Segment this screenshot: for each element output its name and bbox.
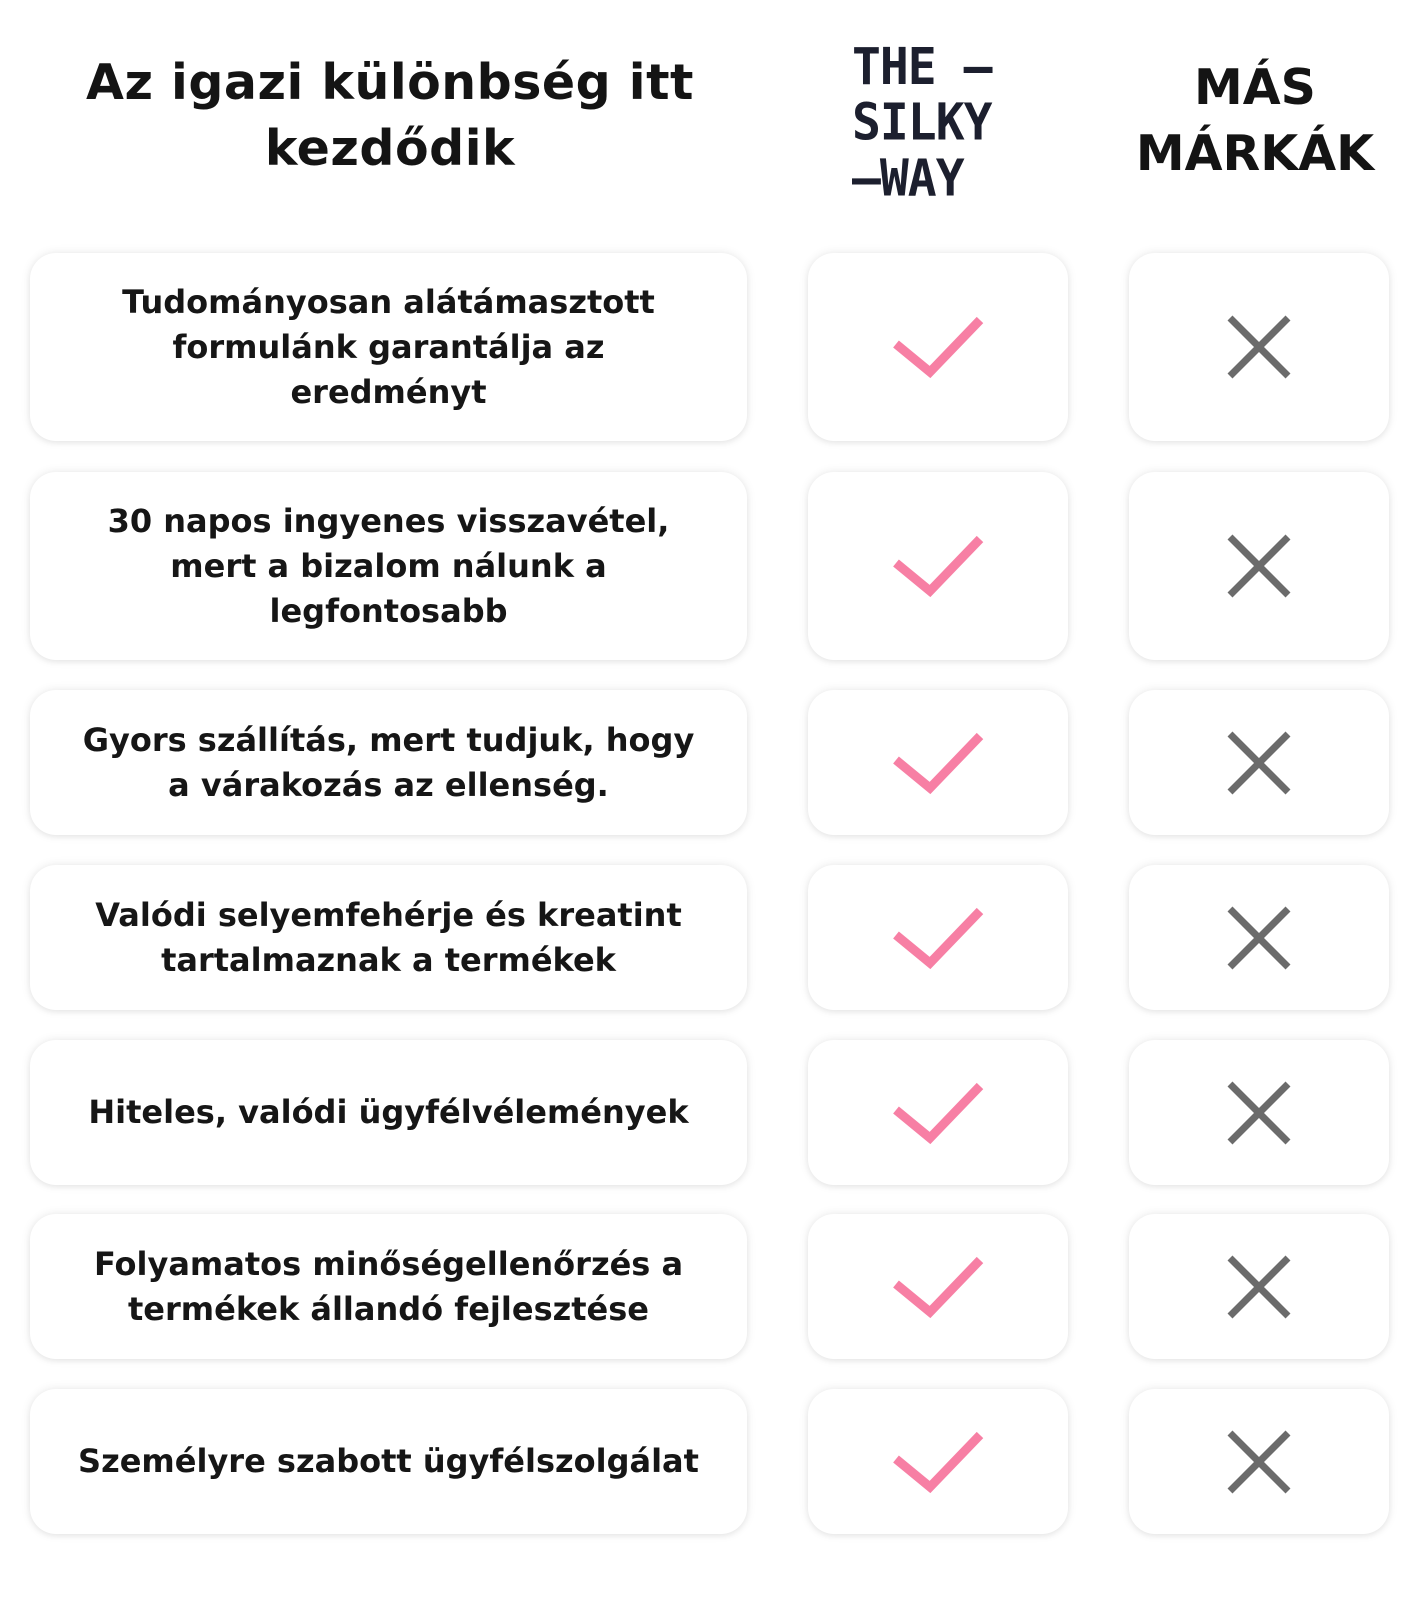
the-silky-way-cell	[808, 472, 1068, 660]
the-silky-way-logo	[852, 37, 1020, 208]
feature-text	[59, 718, 719, 808]
feature-card	[30, 472, 747, 660]
feature-text-line: 30 napos ingyenes visszavétel,	[107, 501, 670, 540]
checkmark-icon	[892, 1080, 984, 1146]
feature-text-line: Folyamatos minőségellenőrzés a	[93, 1244, 684, 1283]
the-silky-way-cell	[808, 690, 1068, 835]
cross-icon	[1225, 1079, 1293, 1147]
logo-line-1: THE —	[852, 37, 992, 97]
checkmark-icon	[892, 1254, 984, 1320]
logo-line-3: —WAY	[852, 149, 964, 208]
cross-icon	[1225, 532, 1293, 600]
checkmark-icon	[892, 533, 984, 599]
page-title	[30, 50, 750, 182]
other-brands-cell	[1129, 472, 1389, 660]
feature-card	[30, 690, 747, 835]
feature-text-line: formulánk garantálja az	[172, 327, 605, 366]
feature-text	[98, 280, 679, 415]
other-brands-line-1: MÁS	[1194, 59, 1316, 116]
feature-text-line: termékek állandó fejlesztése	[127, 1289, 649, 1328]
feature-text	[70, 1242, 707, 1332]
the-silky-way-cell	[808, 253, 1068, 441]
other-brands-header	[1120, 55, 1390, 187]
feature-text-line: Tudományosan alátámasztott	[122, 282, 655, 321]
the-silky-way-cell	[808, 1214, 1068, 1359]
feature-card	[30, 1389, 747, 1534]
cross-icon	[1225, 1428, 1293, 1496]
other-brands-cell	[1129, 253, 1389, 441]
checkmark-icon	[892, 314, 984, 380]
feature-text-line: eredményt	[290, 372, 487, 411]
the-silky-way-cell	[808, 865, 1068, 1010]
checkmark-icon	[892, 730, 984, 796]
feature-text-line: Hiteles, valódi ügyfélvélemények	[88, 1093, 689, 1131]
feature-text-line: a várakozás az ellenség.	[168, 765, 609, 804]
checkmark-icon	[892, 1429, 984, 1495]
feature-card	[30, 865, 747, 1010]
other-brands-cell	[1129, 1389, 1389, 1534]
checkmark-icon	[892, 905, 984, 971]
feature-text-line: legfontosabb	[269, 591, 508, 630]
title-line-2: kezdődik	[264, 120, 516, 177]
feature-text-line: mert a bizalom nálunk a	[170, 546, 607, 585]
other-brands-cell	[1129, 1040, 1389, 1185]
other-brands-cell	[1129, 690, 1389, 835]
feature-card	[30, 1040, 747, 1185]
feature-text-line: Gyors szállítás, mert tudjuk, hogy	[82, 720, 695, 759]
feature-text-line: Valódi selyemfehérje és kreatint	[95, 895, 682, 934]
cross-icon	[1225, 729, 1293, 797]
the-silky-way-cell	[808, 1389, 1068, 1534]
feature-text	[64, 1090, 712, 1135]
cross-icon	[1225, 313, 1293, 381]
feature-text	[71, 893, 706, 983]
feature-card	[30, 253, 747, 441]
feature-text	[84, 499, 694, 634]
feature-text-line: tartalmaznak a termékek	[161, 940, 616, 979]
feature-text-line: Személyre szabott ügyfélszolgálat	[78, 1442, 699, 1480]
other-brands-line-2: MÁRKÁK	[1135, 125, 1375, 182]
title-line-1: Az igazi különbség itt	[86, 54, 694, 111]
other-brands-cell	[1129, 1214, 1389, 1359]
other-brands-cell	[1129, 865, 1389, 1010]
feature-text	[54, 1439, 723, 1484]
feature-card	[30, 1214, 747, 1359]
cross-icon	[1225, 904, 1293, 972]
cross-icon	[1225, 1253, 1293, 1321]
the-silky-way-cell	[808, 1040, 1068, 1185]
logo-line-2: SILKY	[852, 93, 992, 153]
